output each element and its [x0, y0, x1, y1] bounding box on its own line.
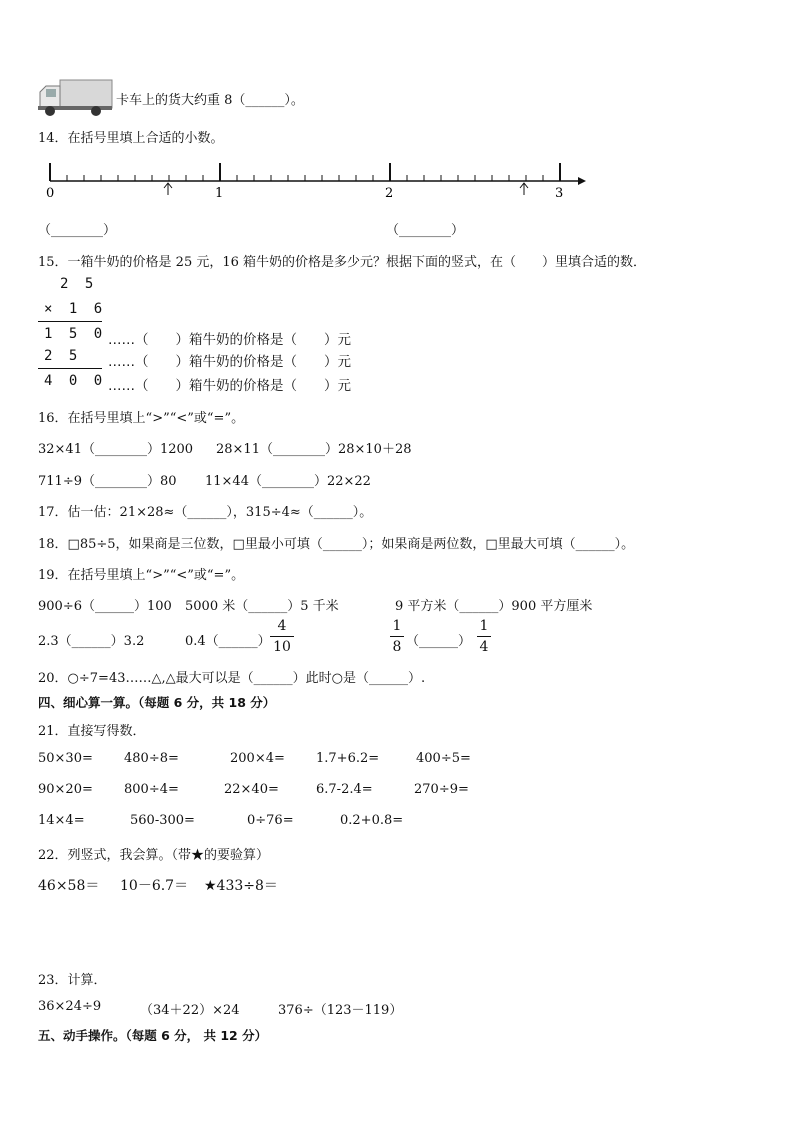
q14-blank1: （________）	[38, 223, 117, 238]
fraction-numerator: 1	[479, 618, 489, 634]
q15-line2	[38, 368, 102, 369]
section-4-title: 四、细心算一算。（每题 6 分，共 18 分）	[38, 695, 276, 710]
q15-row2: ……（ ）箱牛奶的价格是（ ）元	[108, 354, 351, 370]
q15-sum: 4 0 0	[44, 373, 107, 389]
fraction-bar	[390, 636, 404, 637]
q21-r1-c1: 50×30=	[38, 751, 93, 766]
q19-fraction-1	[270, 617, 294, 656]
q23-a: 36×24÷9	[38, 999, 102, 1014]
q17-text: 17．估一估：21×28≈（______），315÷4≈（______）。	[38, 505, 373, 520]
fraction-bar	[270, 636, 294, 637]
q22-a: 46×58＝	[38, 878, 100, 894]
q23-b: （34＋22）×24	[140, 1003, 240, 1018]
q22-b: 10－6.7＝	[120, 878, 189, 894]
q15-p1: 1 5 0	[44, 326, 107, 342]
q21-r1-c2: 480÷8=	[124, 751, 179, 766]
tick-label-3: 3	[555, 186, 564, 201]
q19-fraction-3	[477, 617, 491, 656]
q21-r2-c3: 22×40=	[224, 782, 279, 797]
q21-r2-c4: 6.7-2.4=	[316, 782, 373, 797]
q21-r3-c3: 0÷76=	[247, 813, 294, 828]
q19-b: 5000 米（______）5 千米	[185, 599, 339, 614]
q19-a: 900÷6（______）100	[38, 599, 172, 614]
q21-r1-c4: 1.7+6.2=	[316, 751, 380, 766]
q16-c: 711÷9（________）80	[38, 474, 177, 489]
q21-r3-c2: 560-300=	[130, 813, 195, 828]
q21-r1-c5: 400÷5=	[416, 751, 471, 766]
tick-label-1: 1	[215, 186, 224, 201]
q21-title: 21．直接写得数．	[38, 724, 146, 739]
q19-title: 19．在括号里填上“>”“<”或“=”。	[38, 568, 245, 583]
q19-d: 2.3（______）3.2	[38, 634, 145, 649]
q16-a: 32×41（________）1200	[38, 442, 194, 457]
q16-b: 28×11（________）28×10＋28	[216, 442, 412, 457]
q23-title: 23．计算．	[38, 973, 107, 988]
q15-row1: ……（ ）箱牛奶的价格是（ ）元	[108, 332, 351, 348]
truck-image	[36, 78, 116, 118]
q16-d: 11×44（________）22×22	[205, 474, 371, 489]
fraction-denominator: 8	[392, 639, 402, 655]
q15-n2: × 1 6	[44, 301, 107, 317]
q15-title: 15．一箱牛奶的价格是 25 元，16 箱牛奶的价格是多少元？根据下面的竖式，在（ ）里填合适的数．	[38, 255, 647, 270]
q14-blank2: （________）	[386, 223, 465, 238]
q23-c: 376÷（123－119）	[278, 1003, 403, 1018]
q19-mid: （______）	[406, 634, 472, 649]
q18-text: 18．□85÷5，如果商是三位数，□里最小可填（______）；如果商是两位数，□里最大可填（______）。	[38, 537, 635, 552]
q21-r3-c1: 14×4=	[38, 813, 85, 828]
q20-text: 20．○÷7=43……△,△最大可以是（______）此时○是（______）.	[38, 671, 426, 686]
fraction-bar	[477, 636, 491, 637]
q16-title: 16．在括号里填上“>”“<”或“=”。	[38, 411, 245, 426]
q19-c: 9 平方米（______）900 平方厘米	[395, 599, 593, 614]
q15-row3: ……（ ）箱牛奶的价格是（ ）元	[108, 378, 351, 394]
fraction-denominator: 4	[479, 639, 489, 655]
q22-c: ★433÷8＝	[204, 878, 278, 894]
tick-label-0: 0	[46, 186, 55, 201]
q13-text: 卡车上的货大约重 8（______）。	[116, 93, 304, 108]
number-line	[38, 155, 598, 205]
q21-r2-c2: 800÷4=	[124, 782, 179, 797]
fraction-denominator: 10	[273, 639, 291, 655]
q15-p2: 2 5	[44, 348, 82, 364]
q19-fraction-2	[390, 617, 404, 656]
q14-title: 14．在括号里填上合适的小数。	[38, 131, 224, 146]
q15-n1: 2 5	[60, 276, 98, 292]
q21-r1-c3: 200×4=	[230, 751, 285, 766]
q21-r2-c1: 90×20=	[38, 782, 93, 797]
q15-line1	[38, 321, 102, 322]
tick-label-2: 2	[385, 186, 394, 201]
fraction-numerator: 4	[277, 618, 287, 634]
q19-e: 0.4（______）	[185, 634, 271, 649]
q21-r3-c4: 0.2+0.8=	[340, 813, 404, 828]
q21-r2-c5: 270÷9=	[414, 782, 469, 797]
q22-title: 22．列竖式，我会算。（带★的要验算）	[38, 848, 270, 863]
fraction-numerator: 1	[392, 618, 402, 634]
section-5-title: 五、动手操作。（每题 6 分， 共 12 分）	[38, 1028, 268, 1043]
